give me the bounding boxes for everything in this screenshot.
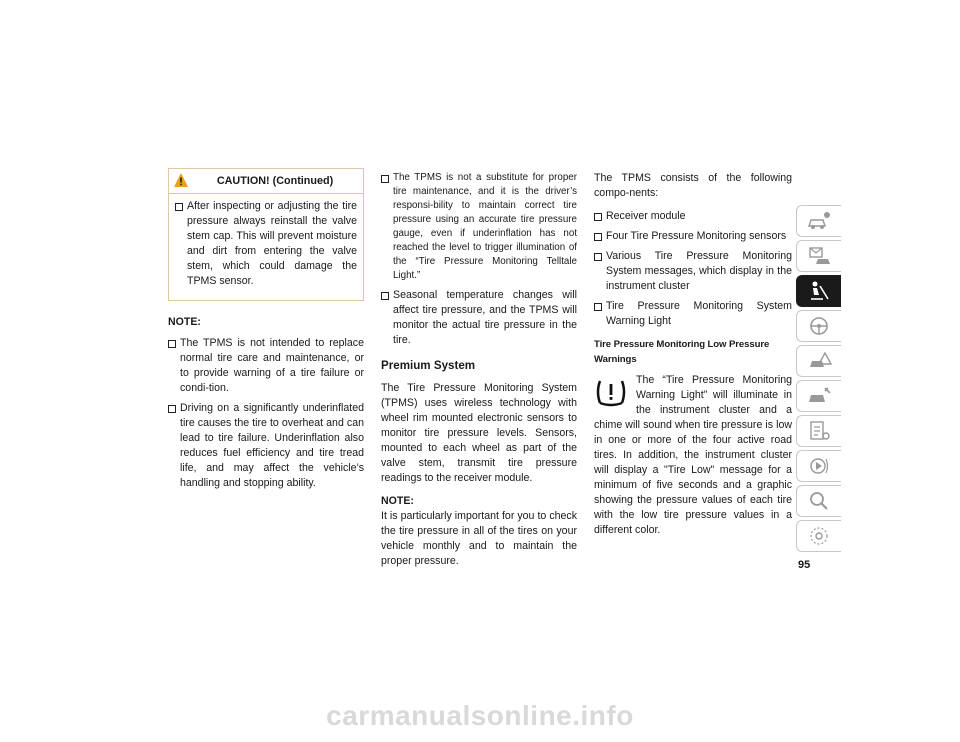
caution-bullet-text: After inspecting or adjusting the tire pressure always reinstall the valve stem cap. This will prevent moisture and dirt from entering the valve stem, which could damage the TPMS sensor. <box>187 200 357 287</box>
note-label: NOTE: <box>381 495 414 507</box>
list-item-text: Four Tire Pressure Monitoring sensors <box>606 230 787 242</box>
caution-bullet <box>175 199 357 289</box>
note-paragraph: It is particularly important for you to check the tire pressure in all of the tires on your vehicle monthly and to maintain the proper pressure. <box>381 510 577 567</box>
car-info-icon <box>806 210 832 232</box>
bullet-box-icon <box>168 340 176 348</box>
watermark: carmanualsonline.info <box>326 700 634 731</box>
column-1 <box>168 168 364 496</box>
list-item <box>594 209 792 224</box>
tab-search[interactable] <box>796 485 841 517</box>
checklist-icon <box>806 420 832 442</box>
list-item-text: Tire Pressure Monitoring System Warning Light <box>606 300 792 327</box>
list-item <box>168 401 364 491</box>
tab-seat-safety[interactable] <box>796 275 841 307</box>
section-paragraph: The Tire Pressure Monitoring System (TPMS) uses wireless technology with wheel rim mounted electronic sensors to monitor tire pressure levels. Sensors, mounted to each wheel as part of the valve stem, transmit tire pressure readings to the receiver module. <box>381 382 577 484</box>
multimedia-icon <box>806 455 832 477</box>
list-item <box>381 288 577 348</box>
envelope-car-icon <box>806 245 832 267</box>
tab-language-index[interactable] <box>796 520 841 552</box>
subheading: Tire Pressure Monitoring Low Pressure Warnings <box>594 339 770 365</box>
list-item-text: Receiver module <box>606 210 686 222</box>
tab-checklist[interactable] <box>796 415 841 447</box>
list-item-text: Driving on a significantly underinflated tire causes the tire to overheat and can lead to tire failure. Underinflation also reduces fuel efficiency and tire tread life, and may affect the vehicle’s handling and stopping ability. <box>180 402 364 489</box>
car-service-icon <box>806 385 832 407</box>
intro-paragraph: The TPMS consists of the following compo-nents: <box>594 172 792 199</box>
caution-header <box>169 169 363 194</box>
tab-multimedia[interactable] <box>796 450 841 482</box>
bullet-box-icon <box>594 213 602 221</box>
list-item-text: Various Tire Pressure Monitoring System messages, which display in the instrument cluster <box>606 250 792 292</box>
list-item-text: The TPMS is not intended to replace normal tire care and maintenance, or to provide warning of a tire failure or condi-tion. <box>180 337 364 394</box>
bullet-box-icon <box>594 303 602 311</box>
search-icon <box>806 490 832 512</box>
section-heading: Premium System <box>381 359 476 372</box>
caution-box <box>168 168 364 301</box>
column-2 <box>381 171 577 577</box>
language-index-icon <box>806 525 832 547</box>
list-item <box>594 299 792 329</box>
bullet-box-icon <box>381 292 389 300</box>
tire-pressure-warning-icon <box>594 375 628 409</box>
page-number: 95 <box>798 559 811 571</box>
caution-warning-icon <box>173 172 189 188</box>
bullet-box-icon <box>381 175 389 183</box>
seat-safety-icon <box>806 280 832 302</box>
note-label: NOTE: <box>168 316 201 328</box>
list-item-text: The TPMS is not a substitute for proper tire maintenance, and it is the driver’s responsi-bility to maintain correct tire pressure using an accurate tire pressure gauge, even if underinflation has not reached the level to trigger illumination of the “Tire Pressure Monitoring Telltale Light.” <box>393 172 577 281</box>
bullet-box-icon <box>594 233 602 241</box>
column-3 <box>594 171 792 546</box>
warning-text: The “Tire Pressure Monitoring Warning Light” will illuminate in the instrument cluster and a chime will sound when tire pressure is low in one or more of the four active road tires. In addition, the instrument cluster will display a "Tire Low" message for a minimum of five seconds and a graphic showing the pressure values of each tire with the low tire pressure values in a different color. <box>594 374 792 536</box>
bullet-box-icon <box>175 203 183 211</box>
list-item <box>594 249 792 294</box>
list-item <box>594 229 792 244</box>
list-item <box>168 336 364 396</box>
tab-envelope-car[interactable] <box>796 240 841 272</box>
warning-paragraph <box>594 373 792 538</box>
steering-wheel-icon <box>806 315 832 337</box>
bullet-box-icon <box>594 253 602 261</box>
list-item <box>381 171 577 283</box>
bullet-box-icon <box>168 405 176 413</box>
caution-body <box>169 194 363 300</box>
tab-steering[interactable] <box>796 310 841 342</box>
tab-car-service[interactable] <box>796 380 841 412</box>
caution-title: CAUTION! (Continued) <box>216 175 334 187</box>
warning-car-icon <box>806 350 832 372</box>
list-item-text: Seasonal temperature changes will affect tire pressure, and the TPMS will monitor the actual tire pressure in the tire. <box>393 289 577 346</box>
tab-car-info[interactable] <box>796 205 841 237</box>
chapter-tabs <box>796 205 842 555</box>
tab-warning-car[interactable] <box>796 345 841 377</box>
